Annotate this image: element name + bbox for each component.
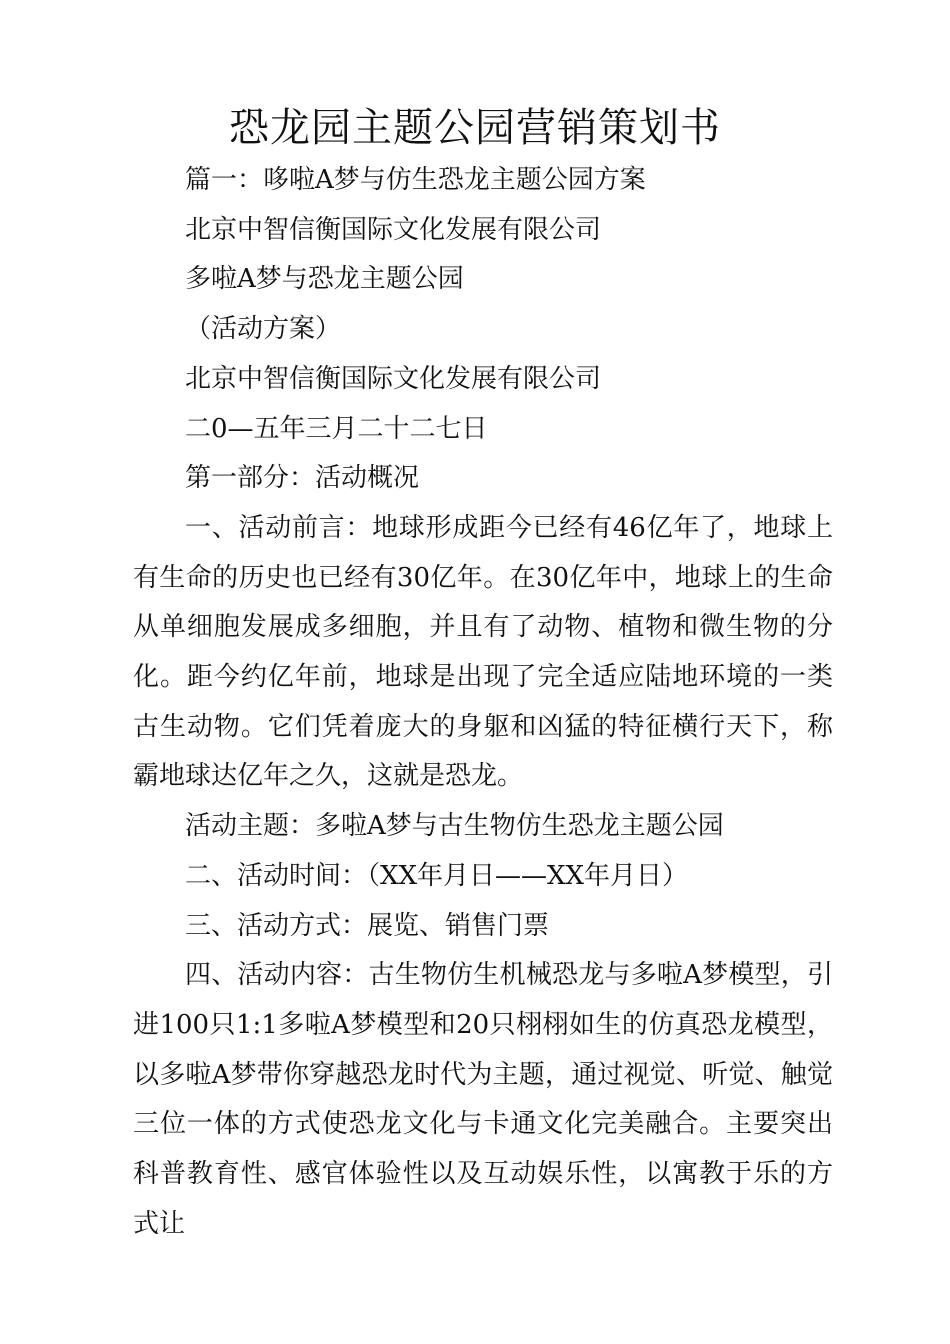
paragraph-activity-content: 四、活动内容：古生物仿生机械恐龙与多啦A梦模型，引进100只1:1多啦A梦模型和20只栩栩如生的仿真恐龙模型，以多啦A梦带你穿越恐龙时代为主题，通过视觉、听觉、触觉三位一体的方式使恐龙文化与卡通文化完美融合。主要突出科普教育性、感官体验性以及互动娱乐性，以寓教于乐的方式让	[133, 960, 833, 1239]
paragraph-company-name: 北京中智信衡国际文化发展有限公司	[185, 214, 602, 245]
paragraph-date: 二0—五年三月二十二七日	[185, 413, 488, 444]
paragraph-part-one-heading: 第一部分：活动概况	[185, 463, 420, 494]
document-title: 恐龙园主题公园营销策划书	[229, 105, 721, 151]
paragraph-park-name: 多啦A梦与恐龙主题公园	[185, 264, 464, 295]
paragraph-activity-time: 二、活动时间：（XX年月日——XX年月日）	[185, 860, 689, 891]
paragraph-activity-theme: 活动主题：多啦A梦与古生物仿生恐龙主题公园	[185, 811, 724, 842]
paragraph-plan-label: （活动方案）	[185, 314, 342, 345]
paragraph-activity-method: 三、活动方式：展览、销售门票	[185, 910, 550, 941]
paragraph-activity-preface: 一、活动前言：地球形成距今已经有46亿年了，地球上有生命的历史也已经有30亿年。在30亿年中，地球上的生命从单细胞发展成多细胞，并且有了动物、植物和微生物的分化。距今约亿年前，地球是出现了完全适应陆地环境的一类古生动物。它们凭着庞大的身躯和凶猛的特征横行天下，称霸地球达亿年之久，这就是恐龙。	[133, 512, 833, 792]
paragraph-company-name-2: 北京中智信衡国际文化发展有限公司	[185, 363, 602, 394]
document-body	[133, 156, 833, 1249]
paragraph-section-heading: 篇一：哆啦A梦与仿生恐龙主题公园方案	[185, 165, 646, 195]
